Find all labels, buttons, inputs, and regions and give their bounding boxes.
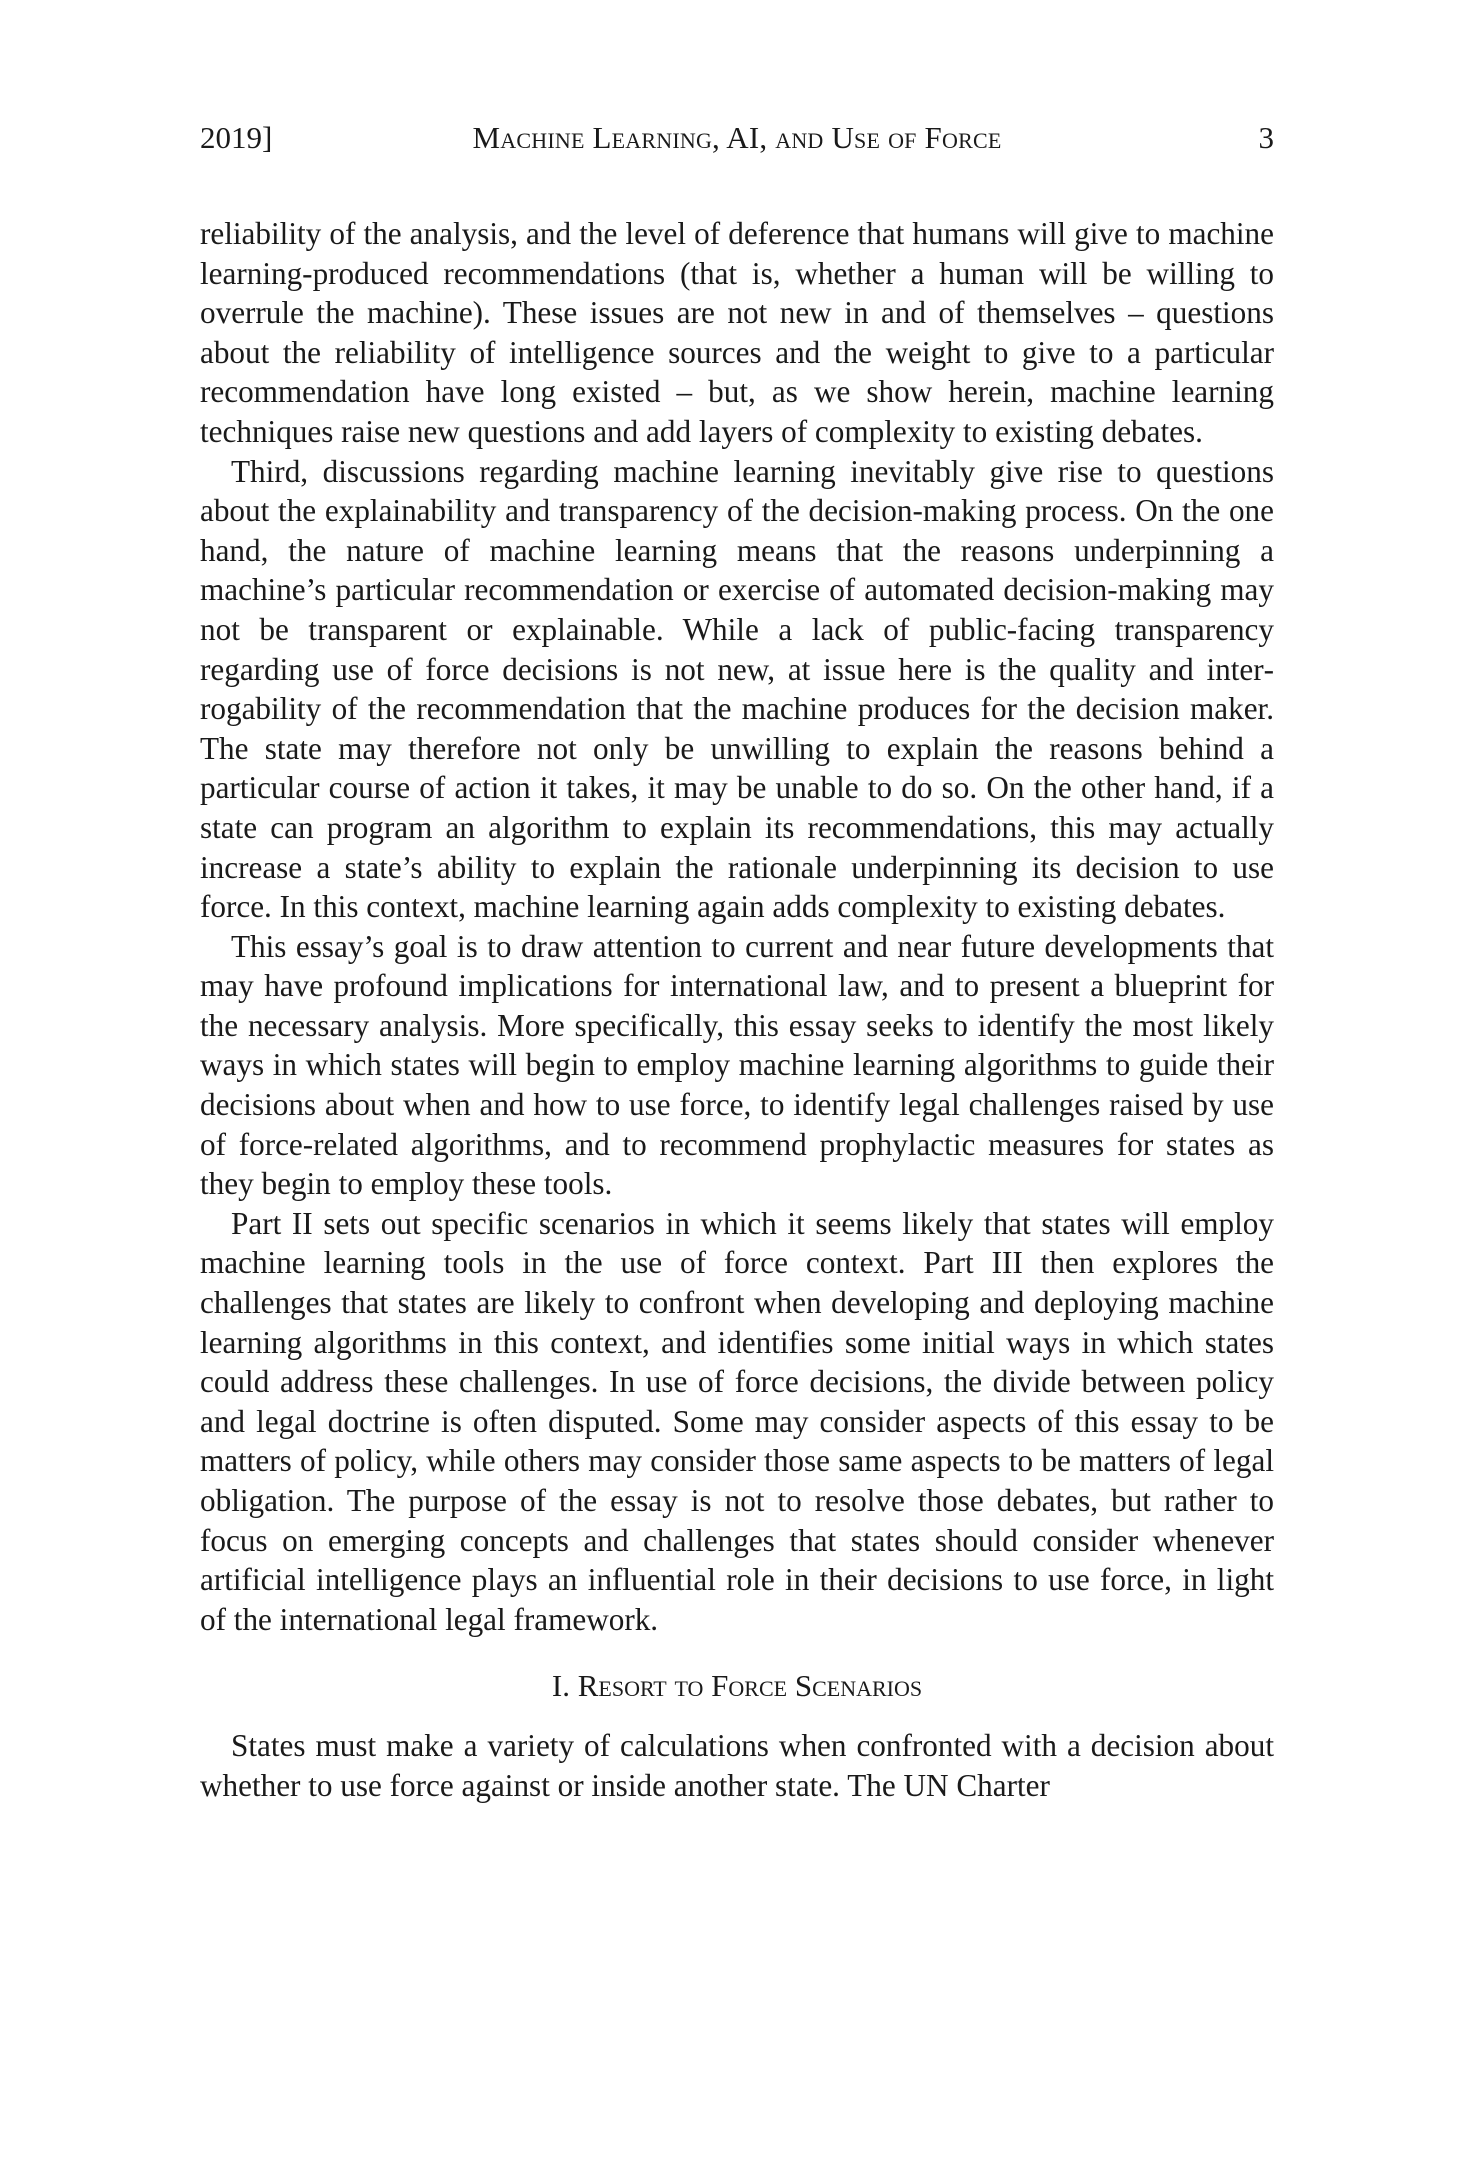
running-head [200,118,1274,158]
page-number: 3 [1258,120,1274,155]
body-text [200,214,1274,1806]
paragraph-3: This essay’s goal is to draw attention to current and near future developments that may have profound implications for international law, and to present a blueprint for the necessary analysis. More specifically, this essay seeks to identify the most likely ways in which states will begin to employ machine learning algorithms to guide their decisions about when and how to use force, to identify legal challenges raised by use of force-related algorithms, and to recommend prophylactic measures for states as they begin to employ these tools. [200,928,1274,1202]
running-head-year: 2019] [200,120,273,155]
paragraph-4: Part II sets out specific scenarios in which it seems likely that states will employ machine learning tools in the use of force context. Part III then explores the challenges that states are likely to confront when developing and deploying machine learning algorithms in this context, and identifies some initial ways in which states could address these challenges. In use of force decisions, the divide between policy and legal doctrine is often disputed. Some may consider aspects of this essay to be matters of policy, while others may consider those same aspects to be matters of legal obligation. The purpose of the essay is not to resolve those debates, but rather to focus on emerging concepts and challenges that states should consider whenever artificial intelligence plays an influential role in their decisions to use force, in light of the international legal framework. [200,1205,1274,1637]
paragraph-1: reliability of the analysis, and the level of deference that humans will give to machine learning-produced recommendations (that is, whether a human will be willing to overrule the machine). These issues are not new in and of themselves – questions about the reliability of intelligence sources and the weight to give to a particular recommendation have long existed – but, as we show herein, machine learning techniques raise new questions and add layers of complexity to existing debates. [200,216,1274,449]
running-head-title: Machine Learning, AI, and Use of Force [472,120,1002,155]
paragraph-2: Third, discussions regarding machine learning inevitably give rise to questions about the explainability and transparency of the decision-making process. On the one hand, the nature of machine learning means that the reasons underpinning a machine’s particular recommendation or exercise of automated decision-making may not be transparent or explainable. While a lack of public-facing transparency regarding use of force decisions is not new, at issue here is the quality and interrogability of the recommendation that the machine produces for the decision maker. The state may therefore not only be unwilling to explain the reasons behind a particular course of action it takes, it may be unable to do so. On the other hand, if a state can program an algorithm to explain its recommendations, this may actually increase a state’s ability to explain the rationale underpinning its decision to use force. In this context, machine learning again adds complexity to existing debates. [200,453,1274,925]
section-heading: I. Resort to Force Scenarios [551,1668,923,1704]
paragraph-5: States must make a variety of calculations when confronted with a decision about whether to use force against or inside another state. The UN Charter [200,1728,1274,1803]
